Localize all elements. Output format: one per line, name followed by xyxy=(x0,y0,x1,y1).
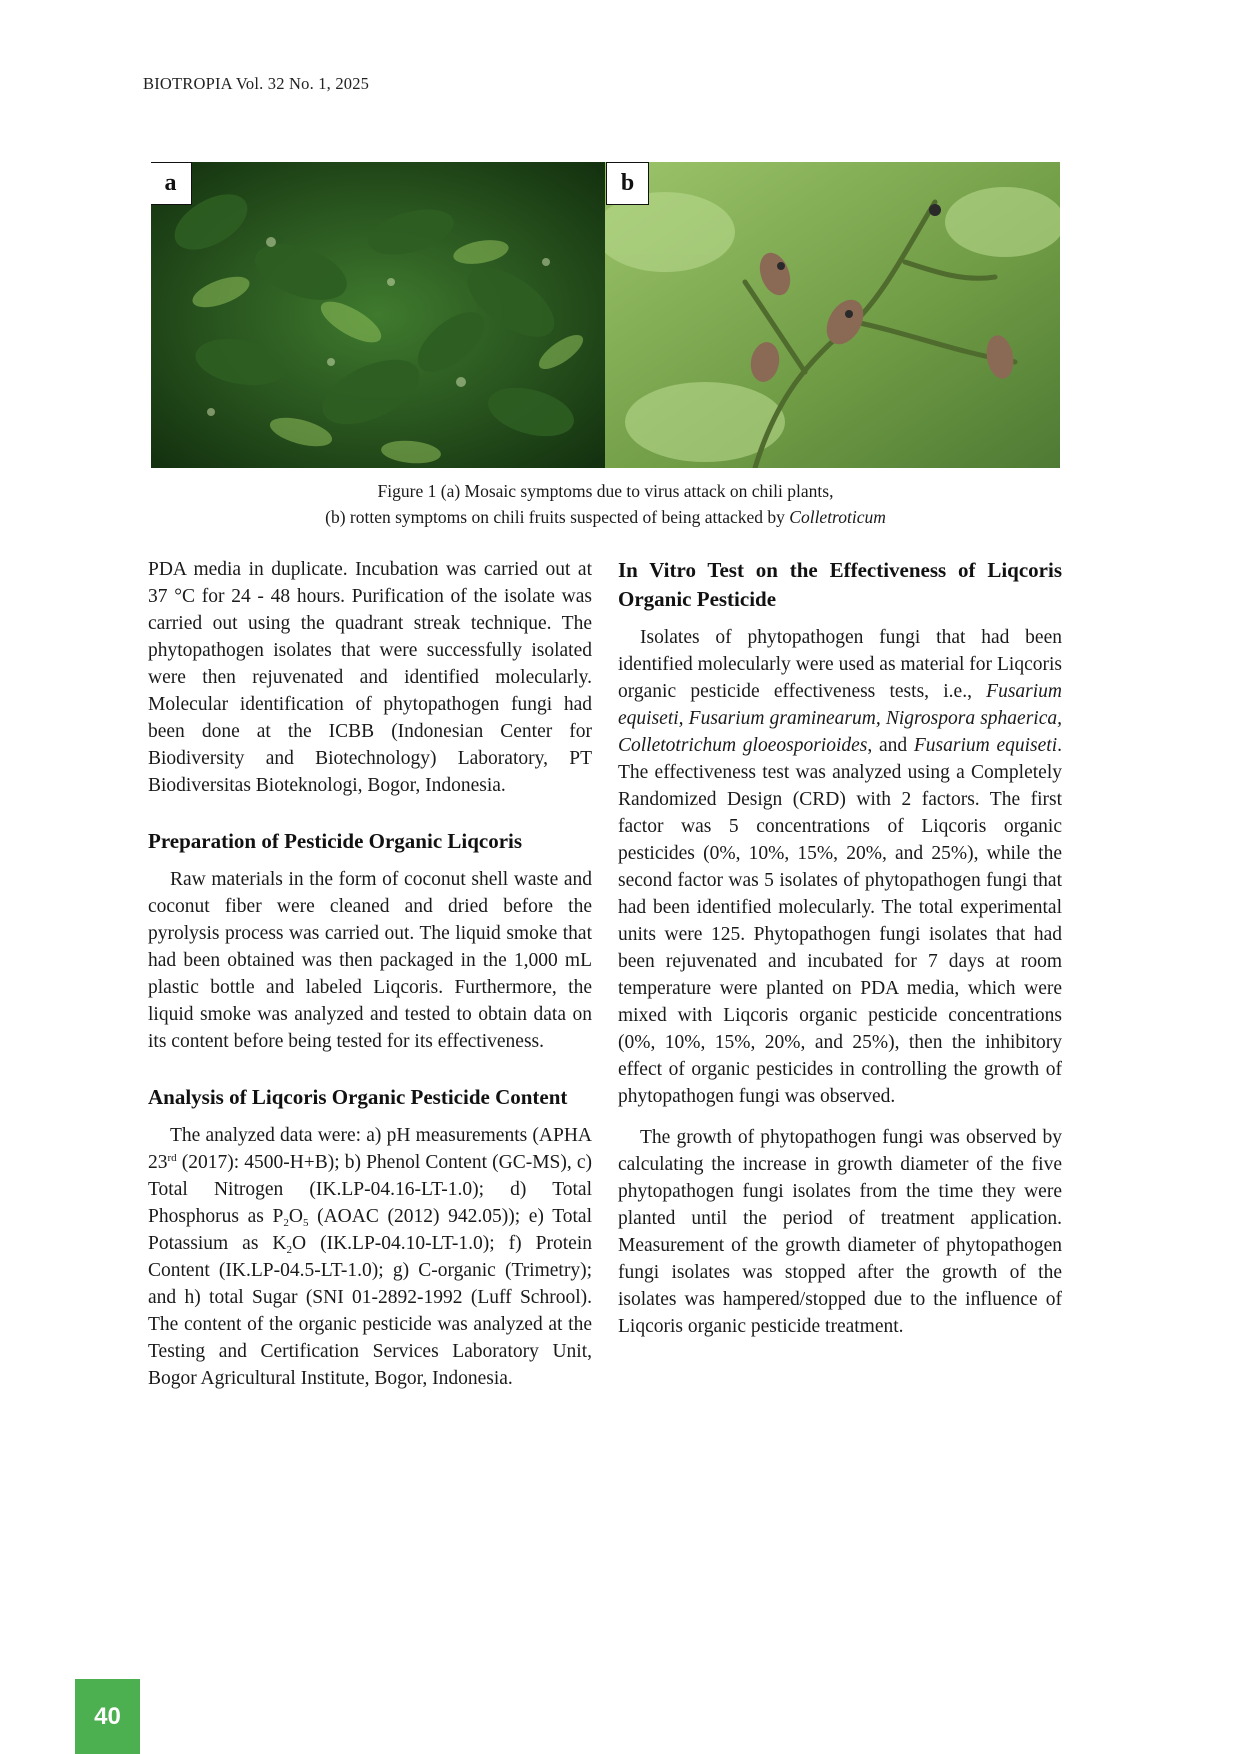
figure-1 xyxy=(151,162,1060,468)
analysis-superscript: rd xyxy=(167,1152,177,1164)
chili-fruit-rot-photo xyxy=(605,162,1060,468)
analysis-subscript-2: 5 xyxy=(302,1217,309,1229)
paragraph-growth: The growth of phytopathogen fungi was observed by calculating the increase in growth diameter of the five phytopathogen fungi isolates from the time they were planted until the period of treatment application. Measurement of the growth diameter of phytopathogen fungi isolates was stopped after the growth of the isolates was hampered/stopped due to the influence of Liqcoris organic pesticide treatment. xyxy=(618,1127,1062,1337)
analysis-subscript-1: 2 xyxy=(283,1217,289,1229)
in-vitro-text-3: . The effectiveness test was analyzed using a Completely Randomized Design (CRD) with 2 factors. The first factor was 5 concentrations of Liqcoris organic pesticides (0%, 10%, 15%, 20%, and 25%), while the second factor was 5 isolates of phytopathogen fungi that had been identified molecularly. The total experimental units were 125. Phytopathogen fungi isolates that had been rejuvenated and incubated for 7 days at room temperature were planted on PDA media, which were mixed with Liqcoris organic pesticide concentrations (0%, 10%, 15%, 20%, and 25%), then the inhibitory effect of organic pesticides in controlling the growth of phytopathogen fungi was observed. xyxy=(618,735,1062,1107)
paragraph-analysis xyxy=(148,1122,592,1392)
analysis-subscript-3: 2 xyxy=(286,1244,293,1256)
analysis-text-5: O (IK.LP-04.10-LT-1.0); f) Protein Content (IK.LP-04.5-LT-1.0); g) C-organic (Trimetry); and h) total Sugar (SNI 01-2892-1992 (Luff Schrool). The content of the organic pesticide was analyzed at the Testing and Certification Services Laboratory Unit, Bogor Agricultural Institute, Bogor, Indonesia. xyxy=(148,1233,592,1389)
analysis-text-4: (AOAC (2012) 942.05)); e) Total Potassium as K xyxy=(148,1206,592,1254)
running-header: BIOTROPIA Vol. 32 No. 1, 2025 xyxy=(143,74,370,93)
in-vitro-species-last: Fusarium equiseti xyxy=(913,735,1058,756)
paragraph-preparation: Raw materials in the form of coconut shell waste and coconut fiber were cleaned and dried before the pyrolysis process was carried out. The liquid smoke that had been obtained was then packaged in the 1,000 mL plastic bottle and labeled Liqcoris. Furthermore, the liquid smoke was analyzed and tested to obtain data on its content before being tested for its effectiveness. xyxy=(148,869,592,1052)
heading-preparation: Preparation of Pesticide Organic Liqcoris xyxy=(148,829,523,853)
caption-line-2 xyxy=(151,504,1060,530)
page-number-box xyxy=(75,1679,140,1754)
chili-plant-mosaic-photo xyxy=(151,162,605,468)
heading-in-vitro: In Vitro Test on the Effectiveness of Liqcoris Organic Pesticide xyxy=(618,558,1062,611)
figure-panel-b-label: b xyxy=(606,162,649,205)
left-column xyxy=(148,556,592,1392)
paragraph-pda-media: PDA media in duplicate. Incubation was carried out at 37 °C for 24 - 48 hours. Purification of the isolate was carried out using the quadrant streak technique. The phytopathogen isolates that were successfully isolated were then rejuvenated and identified molecularly. Molecular identification of phytopathogen fungi had been done at the ICBB (Indonesian Center for Biodiversity and Biotechnology) Laboratory, PT Biodiversitas Bioteknologi, Bogor, Indonesia. xyxy=(148,559,592,796)
analysis-text-2: (2017): 4500-H+B); b) Phenol Content (GC-MS), c) Total Nitrogen (IK.LP-04.16-LT-1.0); d) Total Phosphorus as P xyxy=(148,1152,592,1227)
right-column xyxy=(618,556,1062,1340)
figure-panel-a-label: a xyxy=(151,162,192,205)
analysis-text-3: O xyxy=(288,1206,303,1227)
figure-caption xyxy=(151,478,1060,530)
in-vitro-text-2: , and xyxy=(867,735,914,756)
caption-line-2-text: (b) rotten symptoms on chili fruits suspected of being attacked by xyxy=(325,507,790,527)
caption-line-1: Figure 1 (a) Mosaic symptoms due to virus attack on chili plants, xyxy=(377,481,834,501)
figure-panel-a xyxy=(151,162,605,468)
paragraph-in-vitro xyxy=(618,624,1062,1110)
caption-species-name: Colletroticum xyxy=(789,507,886,527)
figure-panel-b xyxy=(605,162,1060,468)
heading-analysis xyxy=(148,1083,592,1112)
analysis-text-1: The analyzed data were: a) pH measurements (APHA 23 xyxy=(148,1125,592,1173)
page-number: 40 xyxy=(94,1702,121,1730)
in-vitro-species-list: Fusarium equiseti, Fusarium graminearum, Nigrospora sphaerica, Colletotrichum gloeosporioides xyxy=(618,681,1062,756)
heading-analysis-text: Analysis of Liqcoris Organic Pesticide Content xyxy=(148,1085,568,1109)
in-vitro-text-1: Isolates of phytopathogen fungi that had been identified molecularly were used as material for Liqcoris organic pesticide effectiveness tests, i.e., xyxy=(618,627,1062,702)
